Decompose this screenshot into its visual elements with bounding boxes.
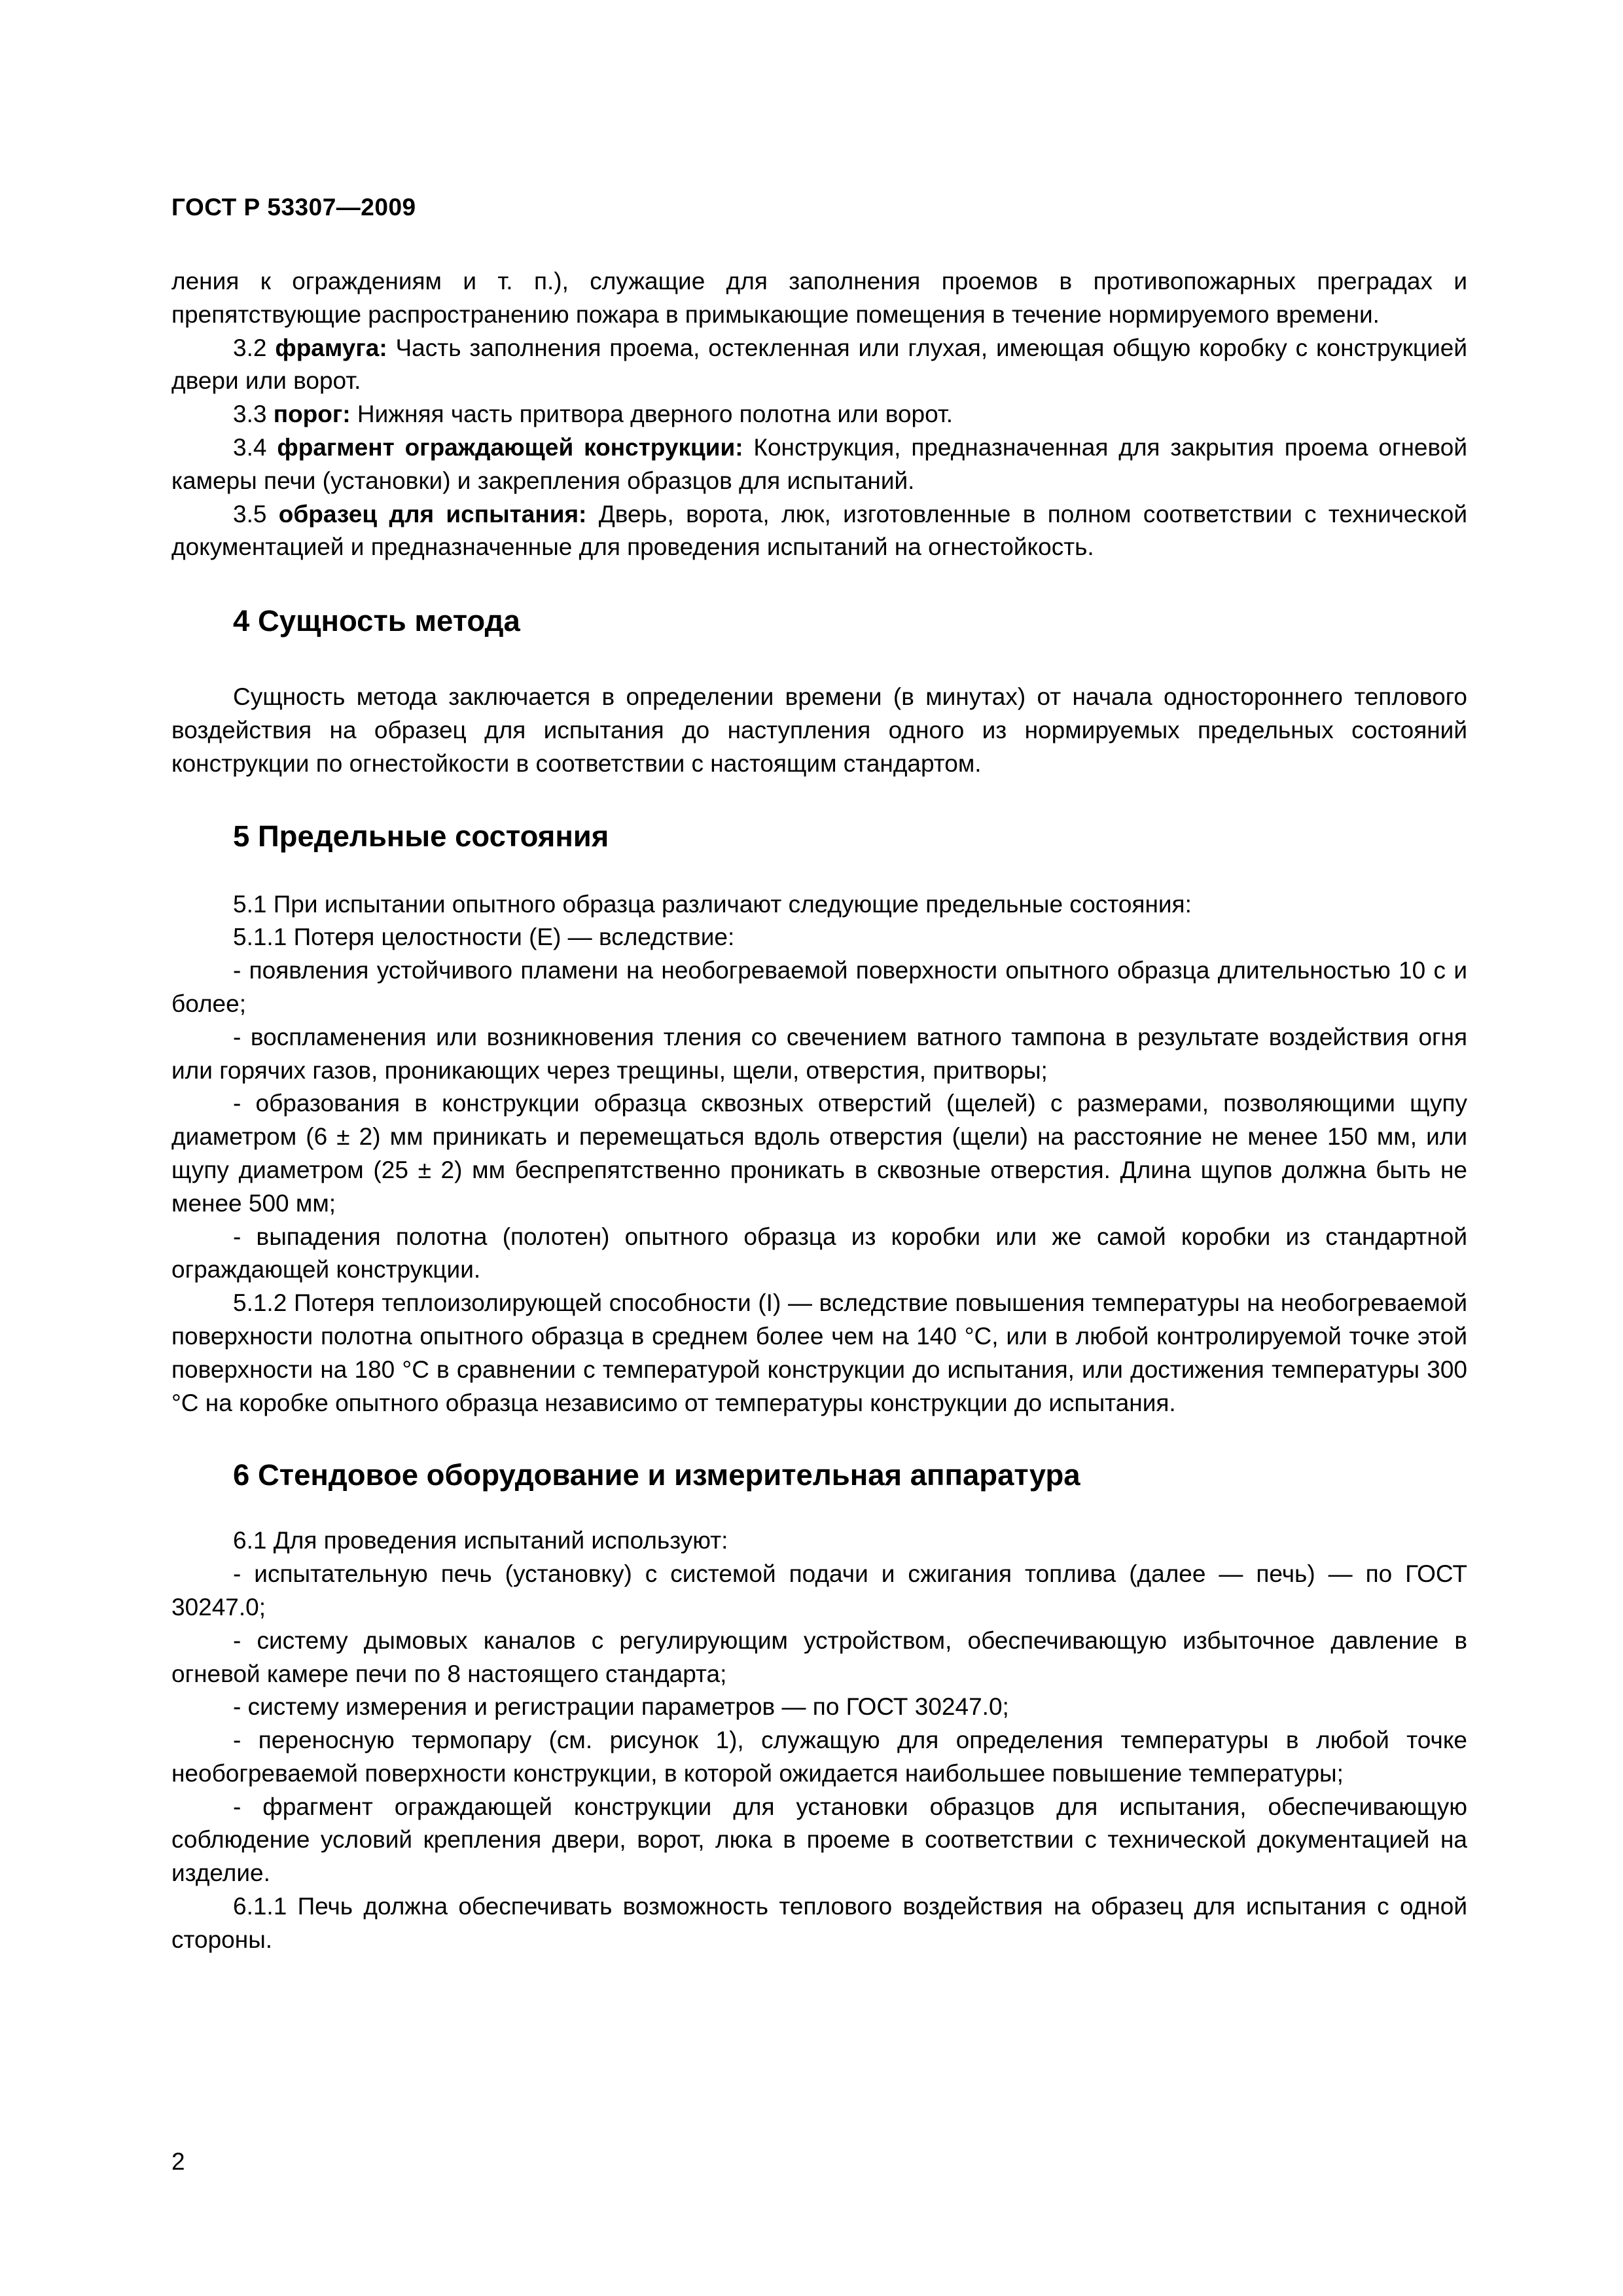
section-6-heading: 6 Стендовое оборудование и измерительная аппаратура	[233, 1458, 1080, 1492]
definition-term: порог:	[273, 401, 351, 428]
definition-number: 3.3	[233, 401, 274, 428]
definition-number: 3.2	[233, 334, 276, 361]
list-item-measurement-system: - систему измерения и регистрации параметров — по ГОСТ 30247.0;	[233, 1693, 1009, 1721]
definition-term: фрамуга:	[275, 334, 387, 361]
list-item-openings: - образования в конструкции образца сквозных отверстий (щелей) с размерами, позволяющими щупу диаметром (6 ± 2) мм приникать и перемещаться вдоль отверстия (щели) на расстояние не менее 150 мм, или щупу диаметром (25 ± 2) мм беспрепятственно проникать в сквозные отверстия. Длина щупов должна быть не менее 500 мм;	[171, 1090, 1467, 1217]
definition-number: 3.5	[233, 500, 279, 528]
section-4-heading: 4 Сущность метода	[233, 604, 520, 638]
paragraph-3-1-continuation: ления к ограждениям и т. п.), служащие для заполнения проемов в противопожарных преградах и препятствующие распространению пожара в примыкающие помещения в течение нормируемого времени.	[171, 268, 1467, 328]
definition-3-3	[171, 398, 1467, 431]
section-5-heading: 5 Предельные состояния	[233, 819, 609, 853]
page-number: 2	[171, 2148, 185, 2175]
document-body	[171, 265, 1467, 1957]
list-item-falling-out: - выпадения полотна (полотен) опытного образца из коробки или же самой коробки из стандартной ограждающей конструкции.	[171, 1223, 1467, 1283]
paragraph-4: Сущность метода заключается в определении времени (в минутах) от начала одностороннего теплового воздействия на образец для испытания до наступления одного из нормируемых предельных состояний конструкции по огнестойкости в соответствии с настоящим стандартом.	[171, 683, 1467, 777]
paragraph-6-1: 6.1 Для проведения испытаний используют:	[233, 1527, 728, 1554]
paragraph-5-1: 5.1 При испытании опытного образца различают следующие предельные состояния:	[233, 890, 1192, 918]
definition-number: 3.4	[233, 433, 277, 461]
definition-text: Конструкция, предназначенная для закрытия проема огневой камеры печи (установки) и закрепления образцов для испытаний.	[171, 433, 1467, 494]
paragraph-5-1-1: 5.1.1 Потеря целостности (Е) — вследствие:	[233, 924, 735, 951]
list-item-wall-fragment: - фрагмент ограждающей конструкции для установки образцов для испытания, обеспечивающую соблюдение условий крепления двери, ворот, люка в проеме в соответствии с технической документацией на изделие.	[171, 1793, 1467, 1887]
list-item-flame: - появления устойчивого пламени на необогреваемой поверхности опытного образца длительностью 10 с и более;	[171, 957, 1467, 1017]
list-item-ignition: - воспламенения или возникновения тления со свечением ватного тампона в результате воздействия огня или горячих газов, проникающих через трещины, щели, отверстия, притворы;	[171, 1023, 1467, 1084]
definition-text: Дверь, ворота, люк, изготовленные в полном соответствии с технической документацией и предназначенные для проведения испытаний на огнестойкость.	[171, 500, 1467, 561]
definition-3-2	[171, 332, 1467, 399]
definition-text: Часть заполнения проема, остекленная или глухая, имеющая общую коробку с конструкцией двери или ворот.	[171, 334, 1467, 395]
document-header: ГОСТ Р 53307—2009	[171, 194, 416, 221]
definition-term: фрагмент ограждающей конструкции:	[277, 433, 743, 461]
list-item-furnace: - испытательную печь (установку) с системой подачи и сжигания топлива (далее — печь) — по ГОСТ 30247.0;	[171, 1560, 1467, 1621]
paragraph-6-1-1: 6.1.1 Печь должна обеспечивать возможность теплового воздействия на образец для испытания с одной стороны.	[171, 1893, 1467, 1953]
definition-term: образец для испытания:	[278, 500, 587, 528]
list-item-flue-system: - систему дымовых каналов с регулирующим устройством, обеспечивающую избыточное давление в огневой камере печи по 8 настоящего стандарта;	[171, 1626, 1467, 1687]
list-item-thermocouple: - переносную термопару (см. рисунок 1), служащую для определения температуры в любой точке необогреваемой поверхности конструкции, в которой ожидается наибольшее повышение температуры;	[171, 1727, 1467, 1787]
paragraph-5-1-2: 5.1.2 Потеря теплоизолирующей способности (I) — вследствие повышения температуры на необогреваемой поверхности полотна опытного образца в среднем более чем на 140 °С, или в любой контролируемой точке этой поверхности на 180 °С в сравнении с температурой конструкции до испытания, или достижения температуры 300 °С на коробке опытного образца независимо от температуры конструкции до испытания.	[171, 1289, 1467, 1416]
definition-3-5	[171, 498, 1467, 565]
definition-3-4	[171, 431, 1467, 498]
definition-text: Нижняя часть притвора дверного полотна или ворот.	[350, 401, 953, 428]
